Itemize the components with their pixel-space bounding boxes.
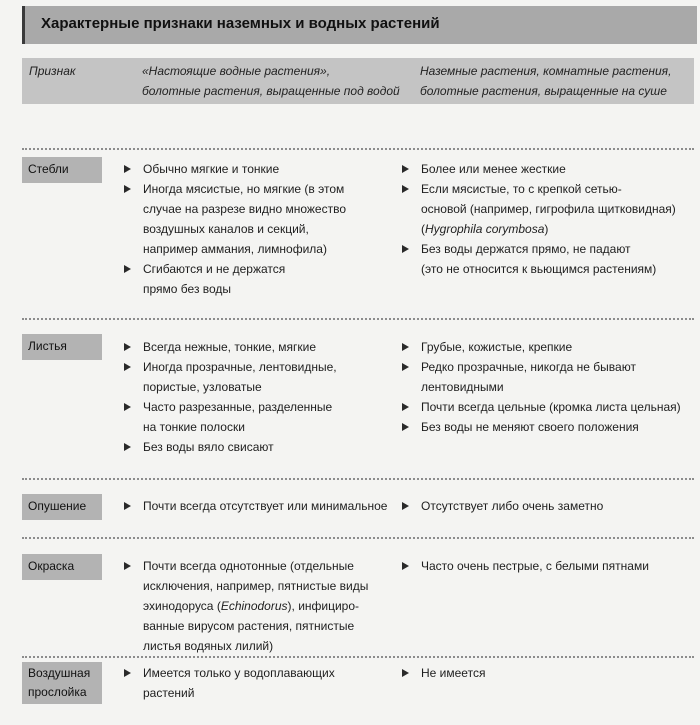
bullet-icon: [402, 423, 409, 431]
row-label-color: Окраска: [22, 554, 102, 580]
item-text: Без воды вяло свисают: [143, 440, 274, 454]
latin-name: Echinodorus: [220, 599, 288, 613]
header-water-line-1: «Настоящие водные растения»,: [142, 64, 331, 78]
bullet-icon: [124, 443, 131, 451]
leaves-water-column: [124, 337, 337, 457]
leaves-land-column: [402, 337, 681, 437]
list-item: [124, 556, 368, 656]
item-text: прямо без воды: [143, 282, 232, 296]
item-text: Всегда нежные, тонкие, мягкие: [143, 340, 317, 354]
list-item: [402, 159, 676, 179]
air-water-column: [124, 663, 335, 703]
header-water-line-2: болотные растения, выращенные под водой: [142, 84, 400, 98]
latin-name: Hygrophila corymbosa: [425, 222, 545, 236]
item-text: Почти всегда цельные (кромка листа цельная): [421, 400, 681, 414]
item-text: Отсутствует либо очень заметно: [421, 499, 604, 513]
item-text: листья водяных лилий): [143, 639, 274, 653]
row-separator: [22, 656, 694, 658]
bullet-icon: [402, 343, 409, 351]
bullet-icon: [124, 265, 131, 273]
item-text: Часто очень пестрые, с белыми пятнами: [421, 559, 649, 573]
color-land-column: [402, 556, 649, 576]
list-item: [124, 663, 335, 703]
list-item: [402, 397, 681, 417]
list-item: [124, 496, 387, 516]
list-item: [124, 179, 346, 259]
item-text: Имеется только у водоплавающих: [143, 666, 335, 680]
air-land-column: [402, 663, 485, 683]
pubescence-land-column: [402, 496, 603, 516]
row-label-air-layer: [22, 662, 102, 704]
label-line: прослойка: [28, 685, 87, 699]
item-text: [143, 596, 368, 616]
bullet-icon: [402, 562, 409, 570]
bullet-icon: [124, 669, 131, 677]
bullet-icon: [402, 669, 409, 677]
row-separator: [22, 478, 694, 480]
item-text: случае на разрезе видно множество: [143, 202, 346, 216]
list-item: [124, 397, 337, 437]
list-item: [124, 437, 337, 457]
list-item: [124, 357, 337, 397]
list-item: [402, 179, 676, 239]
item-text: ванные вирусом растения, пятнистые: [143, 619, 355, 633]
bullet-icon: [124, 343, 131, 351]
bullet-icon: [402, 363, 409, 371]
pubescence-water-column: [124, 496, 387, 516]
list-item: [402, 417, 681, 437]
list-item: [402, 663, 485, 683]
list-item: [124, 259, 346, 299]
title-bar: [22, 6, 697, 44]
header-land-line-1: Наземные растения, комнатные растения,: [420, 64, 672, 78]
header-land-line-2: болотные растения, выращенные на суше: [420, 84, 667, 98]
item-text: Почти всегда однотонные (отдельные: [143, 559, 354, 573]
paren-open: (: [421, 222, 425, 236]
item-text: Сгибаются и не держатся: [143, 262, 286, 276]
list-item: [124, 159, 346, 179]
paren-close: ): [544, 222, 549, 236]
list-item: [402, 556, 649, 576]
list-item: [402, 357, 681, 397]
item-text: пористые, узловатые: [143, 380, 262, 394]
item-text: Почти всегда отсутствует или минимальное: [143, 499, 388, 513]
item-text: Без воды держатся прямо, не падают: [421, 242, 631, 256]
color-water-column: [124, 556, 368, 656]
bullet-icon: [402, 403, 409, 411]
bullet-icon: [402, 245, 409, 253]
item-text: например аммания, лимнофила): [143, 242, 327, 256]
row-label-stems: Стебли: [22, 157, 102, 183]
item-text: Грубые, кожистые, крепкие: [421, 340, 573, 354]
item-text: Иногда мясистые, но мягкие (в этом: [143, 182, 345, 196]
bullet-icon: [124, 185, 131, 193]
row-separator: [22, 148, 694, 150]
bullet-icon: [124, 165, 131, 173]
item-text: воздушных каналов и секций,: [143, 222, 309, 236]
item-text: Обычно мягкие и тонкие: [143, 162, 280, 176]
row-label-pubescence: Опушение: [22, 494, 102, 520]
text-fragment: эхинодоруса (: [143, 599, 221, 613]
list-item: [402, 337, 681, 357]
item-text: Не имеется: [421, 666, 486, 680]
bullet-icon: [124, 403, 131, 411]
header-water-plants: [142, 61, 400, 101]
bullet-icon: [402, 502, 409, 510]
row-label-leaves: Листья: [22, 334, 102, 360]
item-text: Без воды не меняют своего положения: [421, 420, 639, 434]
item-text: растений: [143, 686, 195, 700]
bullet-icon: [124, 502, 131, 510]
item-text: Иногда прозрачные, лентовидные,: [143, 360, 337, 374]
bullet-icon: [402, 185, 409, 193]
item-text: Более или менее жесткие: [421, 162, 566, 176]
list-item: [402, 496, 603, 516]
item-text: Редко прозрачные, никогда не бывают: [421, 360, 636, 374]
table-header: [22, 58, 694, 104]
item-text: исключения, например, пятнистые виды: [143, 579, 369, 593]
item-text: Если мясистые, то с крепкой сетью-: [421, 182, 622, 196]
bullet-icon: [402, 165, 409, 173]
header-land-plants: [420, 61, 671, 101]
header-feature: Признак: [29, 64, 76, 78]
stems-land-column: [402, 159, 676, 279]
item-text: на тонкие полоски: [143, 420, 245, 434]
list-item: [124, 337, 337, 357]
stems-water-column: [124, 159, 346, 299]
row-separator: [22, 318, 694, 320]
list-item: [402, 239, 676, 279]
table-title: Характерные признаки наземных и водных растений: [41, 15, 440, 32]
text-fragment: ), инфициро-: [287, 599, 360, 613]
bullet-icon: [124, 562, 131, 570]
item-text: [421, 219, 676, 239]
item-text: лентовидными: [421, 380, 504, 394]
item-text: (это не относится к вьющимся растениям): [421, 262, 657, 276]
label-line: Воздушная: [28, 666, 91, 680]
row-separator: [22, 537, 694, 539]
item-text: основой (например, гигрофила щитковидная): [421, 202, 676, 216]
bullet-icon: [124, 363, 131, 371]
item-text: Часто разрезанные, разделенные: [143, 400, 333, 414]
